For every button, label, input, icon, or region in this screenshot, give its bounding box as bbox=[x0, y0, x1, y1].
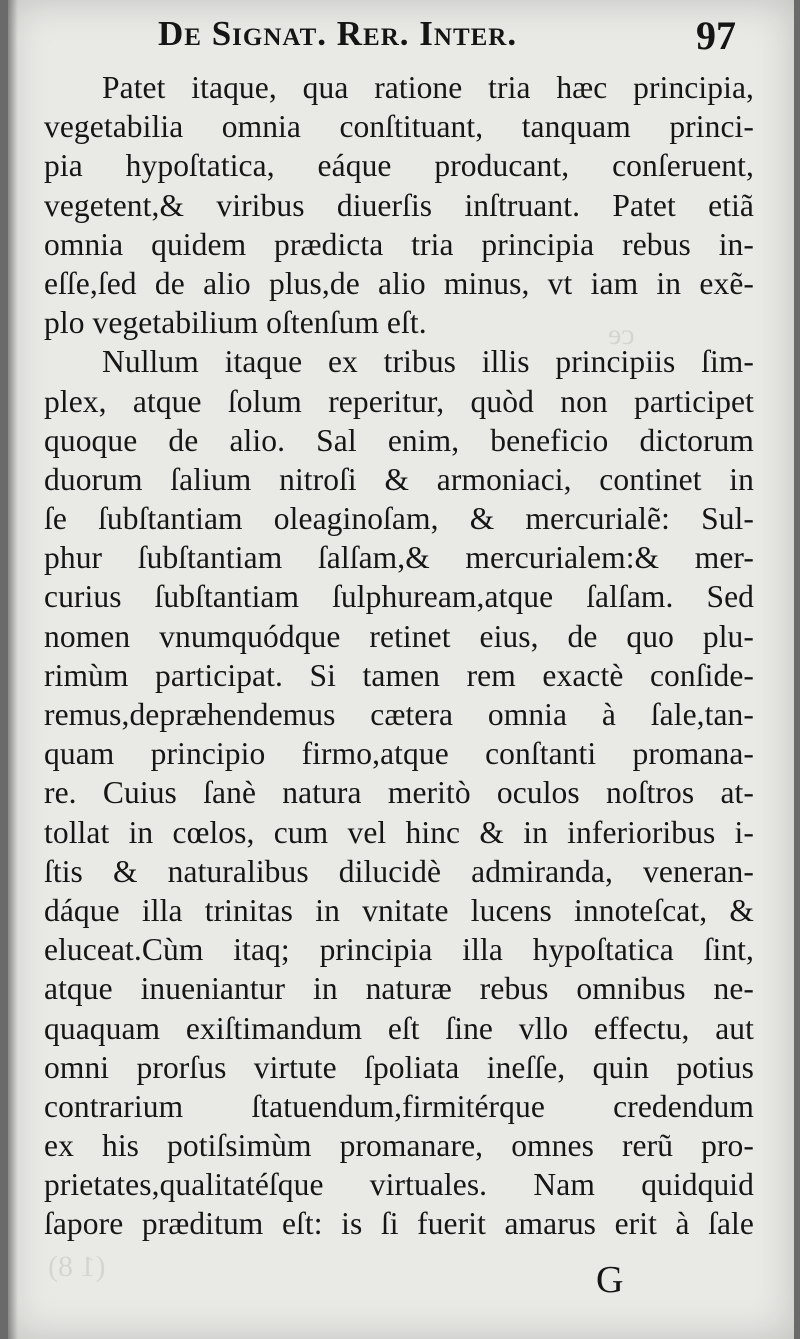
text-line: eluceat.Cùm itaq; principia illa hypoſtatica ſint, bbox=[44, 932, 754, 968]
page-number: 97 bbox=[696, 13, 736, 58]
text-line: phur ſubſtantiam ſalſam,& mercurialem:& mer- bbox=[44, 540, 754, 576]
text-line: vegetabilia omnia conſtituant, tanquam princi- bbox=[44, 109, 754, 145]
text-line: atque inueniantur in naturæ rebus omnibus ne- bbox=[44, 971, 754, 1007]
text-line: eſſe,ſed de alio plus,de alio minus, vt iam in exẽ- bbox=[44, 265, 754, 301]
text-line: curius ſubſtantiam ſulphuream,atque ſalſam. Sed bbox=[44, 579, 754, 615]
text-line: omni prorſus virtute ſpoliata ineſſe, quin potius bbox=[44, 1049, 754, 1085]
text-line: quoque de alio. Sal enim, beneficio dictorum bbox=[44, 422, 754, 458]
text-line: duorum ſalium nitroſi & armoniaci, continet in bbox=[44, 461, 754, 497]
text-line: quaquam exiſtimandum eſt ſine vllo effectu, aut bbox=[44, 1010, 754, 1046]
page-header bbox=[158, 13, 754, 58]
text-line: remus,depræhendemus cætera omnia à ſale,tan- bbox=[44, 697, 754, 732]
text-line: nomen vnumquódque retinet eius, de quo plu- bbox=[44, 618, 754, 654]
text-line: vegetent,& viribus diuerſis inſtruant. Patet etiã bbox=[44, 187, 754, 223]
text-line: plex, atque ſolum reperitur, quòd non participet bbox=[44, 383, 754, 419]
text-line: prietates,qualitatéſque virtuales. Nam quidquid bbox=[44, 1167, 754, 1203]
body-text bbox=[44, 68, 754, 1244]
text-line: ſe ſubſtantiam oleaginoſam, & mercurialẽ: Sul- bbox=[44, 501, 754, 537]
text-line: Nullum itaque ex tribus illis principiis ſim- bbox=[102, 344, 754, 380]
signature-mark: G bbox=[596, 1259, 624, 1301]
text-line: dáque illa trinitas in vnitate lucens innoteſcat, & bbox=[44, 892, 754, 928]
text-line: re. Cuius ſanè natura meritò oculos noſtros at- bbox=[44, 775, 754, 811]
text-line: ex his potiſsimùm promanare, omnes rerũ pro- bbox=[44, 1128, 754, 1164]
text-line: pia hypoſtatica, eáque producant, conſeruent, bbox=[44, 148, 754, 184]
text-line: rimùm participat. Si tamen rem exactè conſide- bbox=[44, 657, 754, 693]
text-line: ſapore præditum eſt: is ſi fuerit amarus erit à ſale bbox=[44, 1206, 754, 1242]
text-line: Patet itaque, qua ratione tria hæc principia, bbox=[102, 70, 754, 105]
text-line: contrarium ſtatuendum,firmitérque credendum bbox=[44, 1088, 754, 1124]
text-line: plo vegetabilium oſtenſum eſt. bbox=[44, 305, 427, 341]
show-through-text: ce bbox=[608, 318, 635, 351]
running-title: De Signat. Rer. Inter. bbox=[158, 14, 518, 53]
text-line: ſtis & naturalibus dilucidè admiranda, veneran- bbox=[44, 853, 754, 889]
text-line: tollat in cœlos, cum vel hinc & in inferioribus i- bbox=[44, 814, 754, 850]
text-line: omnia quidem prædicta tria principia rebus in- bbox=[44, 226, 754, 262]
show-through-text: (1 8) bbox=[48, 1250, 106, 1283]
text-line: quam principio firmo,atque conſtanti promana- bbox=[44, 736, 754, 772]
book-page bbox=[8, 0, 794, 1339]
page-gutter-shadow bbox=[8, 0, 18, 1339]
